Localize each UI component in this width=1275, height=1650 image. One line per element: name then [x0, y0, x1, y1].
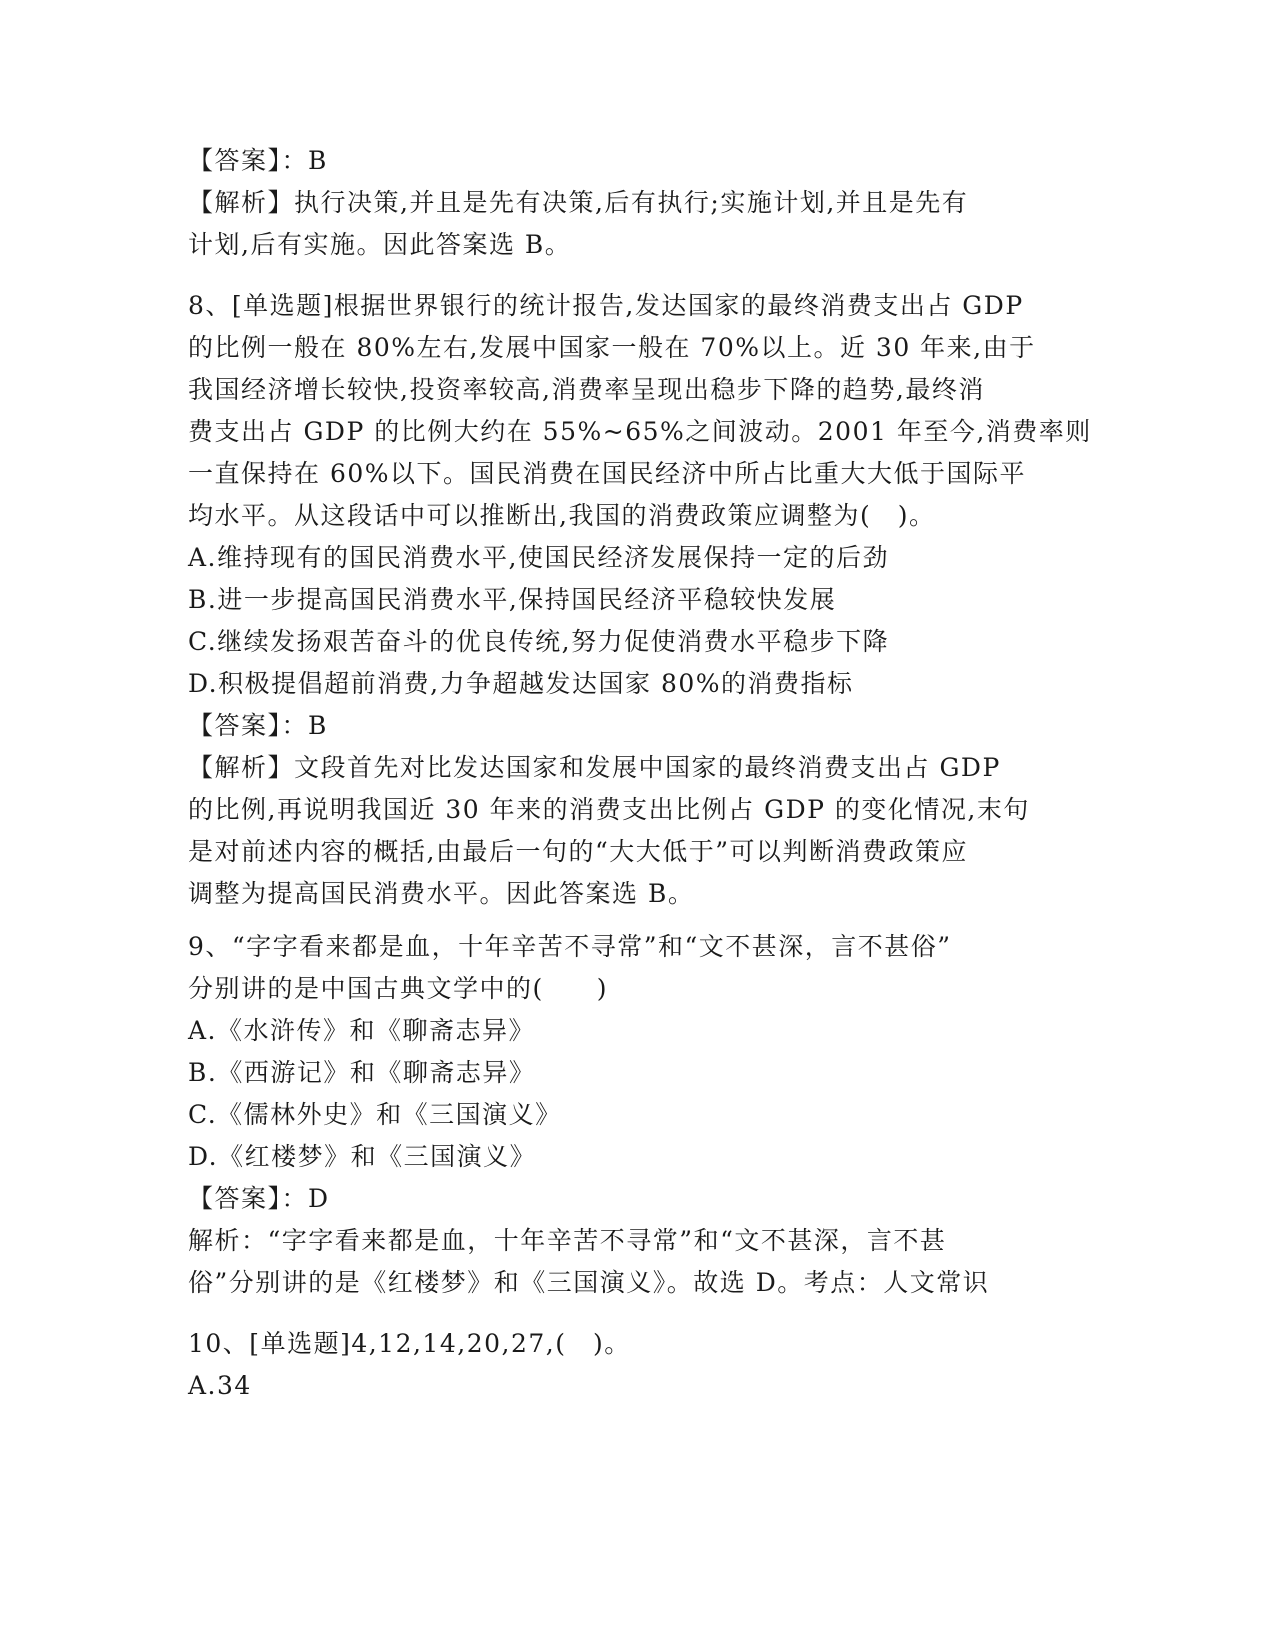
q9-analysis-line: 解析：“字字看来都是血，十年辛苦不寻常”和“文不甚深，言不甚: [188, 1226, 947, 1255]
q8-analysis-line: 【解析】文段首先对比发达国家和发展中国家的最终消费支出占 GDP: [188, 753, 1001, 782]
q9-analysis-line: 俗”分别讲的是《红楼梦》和《三国演义》。故选 D。考点：人文常识: [188, 1268, 990, 1297]
q8-stem-line: 8、[单选题]根据世界银行的统计报告,发达国家的最终消费支出占 GDP: [188, 291, 1024, 320]
q8-option-a: A.维持现有的国民消费水平,使国民经济发展保持一定的后劲: [188, 543, 889, 572]
q8-analysis-line: 的比例,再说明我国近 30 年来的消费支出比例占 GDP 的变化情况,末句: [188, 795, 1030, 824]
q7-answer: 【答案】：B: [188, 146, 328, 175]
q8-answer: 【答案】：B: [188, 711, 328, 740]
q8-option-d: D.积极提倡超前消费,力争超越发达国家 80%的消费指标: [188, 669, 854, 698]
q7-analysis-line: 【解析】执行决策,并且是先有决策,后有执行;实施计划,并且是先有: [188, 188, 969, 217]
q9-stem-line: 分别讲的是中国古典文学中的( ): [188, 974, 609, 1003]
q8-stem-line: 一直保持在 60%以下。国民消费在国民经济中所占比重大大低于国际平: [188, 459, 1027, 488]
q8-stem-line: 我国经济增长较快,投资率较高,消费率呈现出稳步下降的趋势,最终消: [188, 375, 985, 404]
q8-analysis-line: 调整为提高国民消费水平。因此答案选 B。: [188, 879, 695, 908]
q9-option-d: D.《红楼梦》和《三国演义》: [188, 1142, 537, 1171]
q9-option-c: C.《儒林外史》和《三国演义》: [188, 1100, 562, 1129]
q9-option-a: A.《水浒传》和《聊斋志异》: [188, 1016, 536, 1045]
q8-stem-line: 的比例一般在 80%左右,发展中国家一般在 70%以上。近 30 年来,由于: [188, 333, 1036, 362]
q8-option-b: B.进一步提高国民消费水平,保持国民经济平稳较快发展: [188, 585, 837, 614]
q8-analysis-line: 是对前述内容的概括,由最后一句的“大大低于”可以判断消费政策应: [188, 837, 969, 866]
q7-analysis-line: 计划,后有实施。因此答案选 B。: [188, 230, 572, 259]
q9-answer: 【答案】：D: [188, 1184, 330, 1213]
q8-stem-line: 均水平。从这段话中可以推断出,我国的消费政策应调整为( )。: [188, 501, 936, 530]
q10-stem: 10、[单选题]4,12,14,20,27,( )。: [188, 1329, 631, 1358]
q9-stem-line: 9、“字字看来都是血，十年辛苦不寻常”和“文不甚深，言不甚俗”: [188, 932, 952, 961]
q8-stem-line: 费支出占 GDP 的比例大约在 55%~65%之间波动。2001 年至今,消费率则: [188, 417, 1092, 446]
q10-option-a: A.34: [188, 1371, 252, 1400]
q9-option-b: B.《西游记》和《聊斋志异》: [188, 1058, 536, 1087]
q8-option-c: C.继续发扬艰苦奋斗的优良传统,努力促使消费水平稳步下降: [188, 627, 890, 656]
